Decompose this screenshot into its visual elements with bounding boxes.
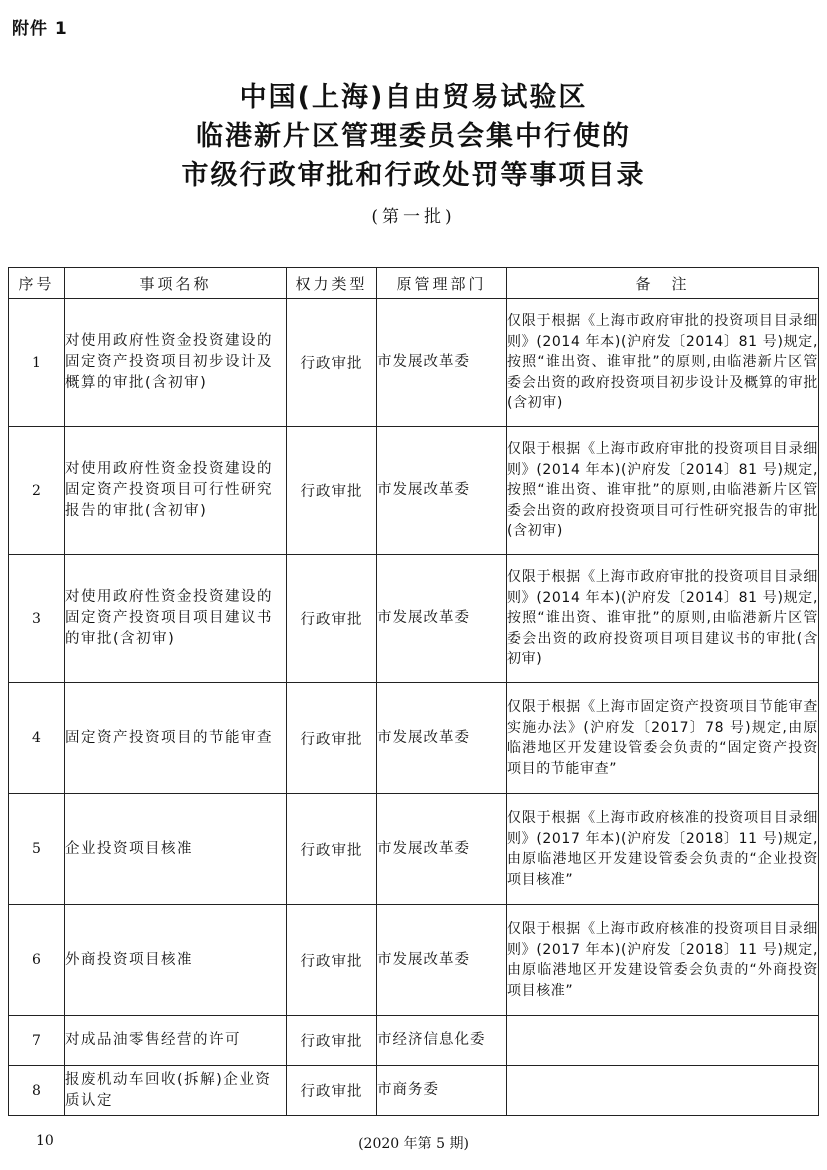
table-row — [9, 427, 819, 555]
title-line-3: 市级行政审批和行政处罚等事项目录 — [181, 160, 646, 191]
row-power-type: 行政审批 — [287, 1066, 377, 1116]
row-note — [507, 1066, 819, 1116]
row-note: 仅限于根据《上海市政府审批的投资项目目录细则》(2014 年本)(沪府发〔2014〕81 号)规定,按照“谁出资、谁审批”的原则,由临港新片区管委会出资的政府投资项目可行性研究报告的审批(含初审) — [507, 427, 819, 555]
header-type: 权力类型 — [287, 268, 377, 299]
row-num: 5 — [9, 794, 65, 905]
row-note: 仅限于根据《上海市固定资产投资项目节能审查实施办法》(沪府发〔2017〕78 号)规定,由原临港地区开发建设管委会负责的“固定资产投资项目的节能审查” — [507, 683, 819, 794]
catalog-table — [8, 267, 819, 1116]
row-num: 7 — [9, 1016, 65, 1066]
table-row — [9, 1016, 819, 1066]
row-note: 仅限于根据《上海市政府核准的投资项目目录细则》(2017 年本)(沪府发〔2018〕11 号)规定,由原临港地区开发建设管委会负责的“外商投资项目核准” — [507, 905, 819, 1016]
row-power-type: 行政审批 — [287, 905, 377, 1016]
batch-subtitle: (第一批) — [371, 207, 456, 227]
row-power-type: 行政审批 — [287, 794, 377, 905]
row-power-type: 行政审批 — [287, 1016, 377, 1066]
row-note: 仅限于根据《上海市政府审批的投资项目目录细则》(2014 年本)(沪府发〔2014〕81 号)规定,按照“谁出资、谁审批”的原则,由临港新片区管委会出资的政府投资项目初步设计及概算的审批(含初审) — [507, 299, 819, 427]
row-item-name: 外商投资项目核准 — [65, 905, 287, 1016]
row-department: 市发展改革委 — [377, 555, 507, 683]
header-num: 序号 — [9, 268, 65, 299]
row-note — [507, 1016, 819, 1066]
row-num: 8 — [9, 1066, 65, 1116]
table-row — [9, 299, 819, 427]
row-power-type: 行政审批 — [287, 683, 377, 794]
row-department: 市商务委 — [377, 1066, 507, 1116]
row-power-type: 行政审批 — [287, 427, 377, 555]
title-line-1: 中国(上海)自由贸易试验区 — [239, 82, 588, 113]
row-department: 市发展改革委 — [377, 427, 507, 555]
header-name: 事项名称 — [65, 268, 287, 299]
row-num: 3 — [9, 555, 65, 683]
row-item-name: 对使用政府性资金投资建设的固定资产投资项目项目建议书的审批(含初审) — [65, 555, 287, 683]
row-department: 市发展改革委 — [377, 905, 507, 1016]
title-line-2: 临港新片区管理委员会集中行使的 — [196, 121, 631, 152]
row-power-type: 行政审批 — [287, 555, 377, 683]
table-header-row — [9, 268, 819, 299]
attachment-label: 附件 1 — [12, 19, 68, 39]
header-note: 备 注 — [507, 268, 819, 299]
row-note: 仅限于根据《上海市政府审批的投资项目目录细则》(2014 年本)(沪府发〔2014〕81 号)规定,按照“谁出资、谁审批”的原则,由临港新片区管委会出资的政府投资项目项目建议书的审批(含初审) — [507, 555, 819, 683]
header-dept: 原管理部门 — [377, 268, 507, 299]
page-number: 10 — [36, 1133, 54, 1149]
row-num: 2 — [9, 427, 65, 555]
table-row — [9, 555, 819, 683]
row-department: 市发展改革委 — [377, 794, 507, 905]
row-item-name: 固定资产投资项目的节能审查 — [65, 683, 287, 794]
row-item-name: 对使用政府性资金投资建设的固定资产投资项目初步设计及概算的审批(含初审) — [65, 299, 287, 427]
table-row — [9, 683, 819, 794]
row-power-type: 行政审批 — [287, 299, 377, 427]
row-note: 仅限于根据《上海市政府核准的投资项目目录细则》(2017 年本)(沪府发〔2018〕11 号)规定,由原临港地区开发建设管委会负责的“企业投资项目核准” — [507, 794, 819, 905]
row-item-name: 报废机动车回收(拆解)企业资质认定 — [65, 1066, 287, 1116]
table-row — [9, 1066, 819, 1116]
row-item-name: 对成品油零售经营的许可 — [65, 1016, 287, 1066]
row-department: 市发展改革委 — [377, 683, 507, 794]
row-num: 6 — [9, 905, 65, 1016]
row-num: 4 — [9, 683, 65, 794]
row-item-name: 对使用政府性资金投资建设的固定资产投资项目可行性研究报告的审批(含初审) — [65, 427, 287, 555]
issue-label: (2020 年第 5 期) — [358, 1136, 469, 1152]
table-row — [9, 905, 819, 1016]
row-department: 市经济信息化委 — [377, 1016, 507, 1066]
row-department: 市发展改革委 — [377, 299, 507, 427]
row-item-name: 企业投资项目核准 — [65, 794, 287, 905]
row-num: 1 — [9, 299, 65, 427]
table-row — [9, 794, 819, 905]
